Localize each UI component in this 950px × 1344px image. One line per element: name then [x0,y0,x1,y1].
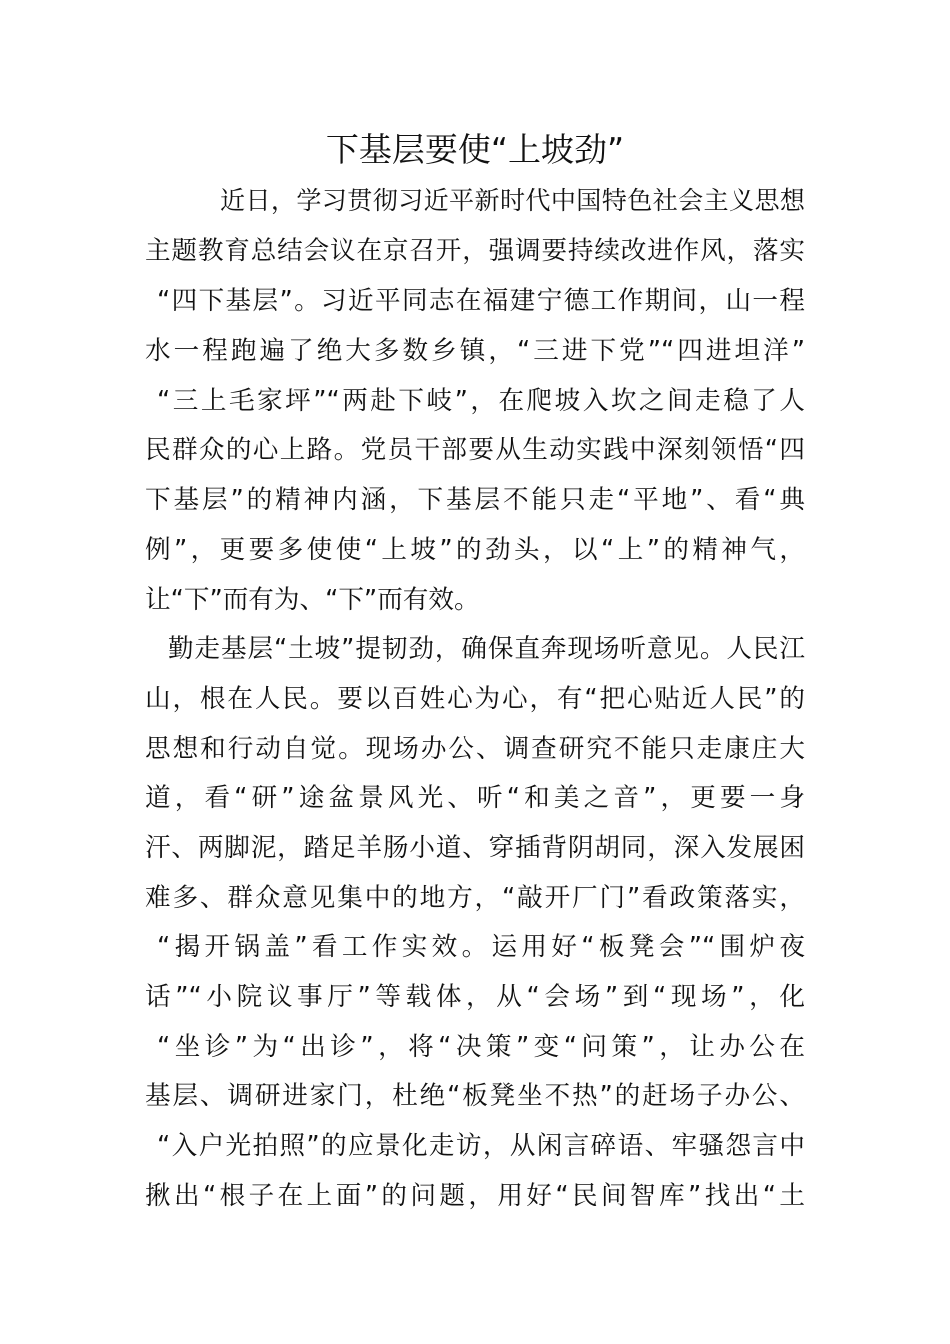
paragraph-2-line-5: 汗、两脚泥，踏足羊肠小道、穿插背阴胡同，深入发展困 [145,833,805,863]
paragraph-1-line-7: 下基层”的精神内涵，下基层不能只走“平地”、看“典 [145,485,805,515]
paragraph-2-line-4: 道，看“研”途盆景风光、听“和美之音”，更要一身 [145,783,805,813]
paragraph-2-line-9: “坐诊”为“出诊”，将“决策”变“问策”，让办公在 [157,1032,805,1062]
paragraph-1-line-8: 例”，更要多使使“上坡”的劲头，以“上”的精神气， [145,535,805,565]
paragraph-2-line-2: 山，根在人民。要以百姓心为心，有“把心贴近人民”的 [145,684,805,714]
paragraph-1-line-1: 近日，学习贯彻习近平新时代中国特色社会主义思想 [220,186,805,215]
document-title: 下基层要使“上坡劲” [325,130,625,169]
paragraph-2-line-6: 难多、群众意见集中的地方，“敲开厂门”看政策落实， [145,883,805,913]
paragraph-1-line-9: 让“下”而有为、“下”而有效。 [145,585,480,615]
paragraph-1-line-6: 民群众的心上路。党员干部要从生动实践中深刻领悟“四 [145,435,805,465]
paragraph-1-line-5: “三上毛家坪”“两赴下岐”，在爬坡入坎之间走稳了人 [157,386,805,416]
paragraph-2-line-11: “入户光拍照”的应景化走访，从闲言碎语、牢骚怨言中 [157,1131,805,1161]
paragraph-2-line-12: 揪出“根子在上面”的问题，用好“民间智库”找出“土 [145,1181,805,1211]
paragraph-1-line-2: 主题教育总结会议在京召开，强调要持续改进作风，落实 [145,236,805,266]
paragraph-2-line-7: “揭开锅盖”看工作实效。运用好“板凳会”“围炉夜 [157,932,805,962]
paragraph-2-line-1: 勤走基层“土坡”提韧劲，确保直奔现场听意见。人民江 [168,634,805,664]
paragraph-1-line-3: “四下基层”。习近平同志在福建宁德工作期间，山一程 [157,286,805,316]
paragraph-2-line-3: 思想和行动自觉。现场办公、调查研究不能只走康庄大 [145,734,805,764]
paragraph-1-line-4: 水一程跑遍了绝大多数乡镇，“三进下党”“四进坦洋” [145,336,805,366]
paragraph-2-line-10: 基层、调研进家门，杜绝“板凳坐不热”的赶场子办公、 [145,1081,805,1111]
paragraph-2-line-8: 话”“小院议事厅”等载体，从“会场”到“现场”，化 [145,982,805,1012]
